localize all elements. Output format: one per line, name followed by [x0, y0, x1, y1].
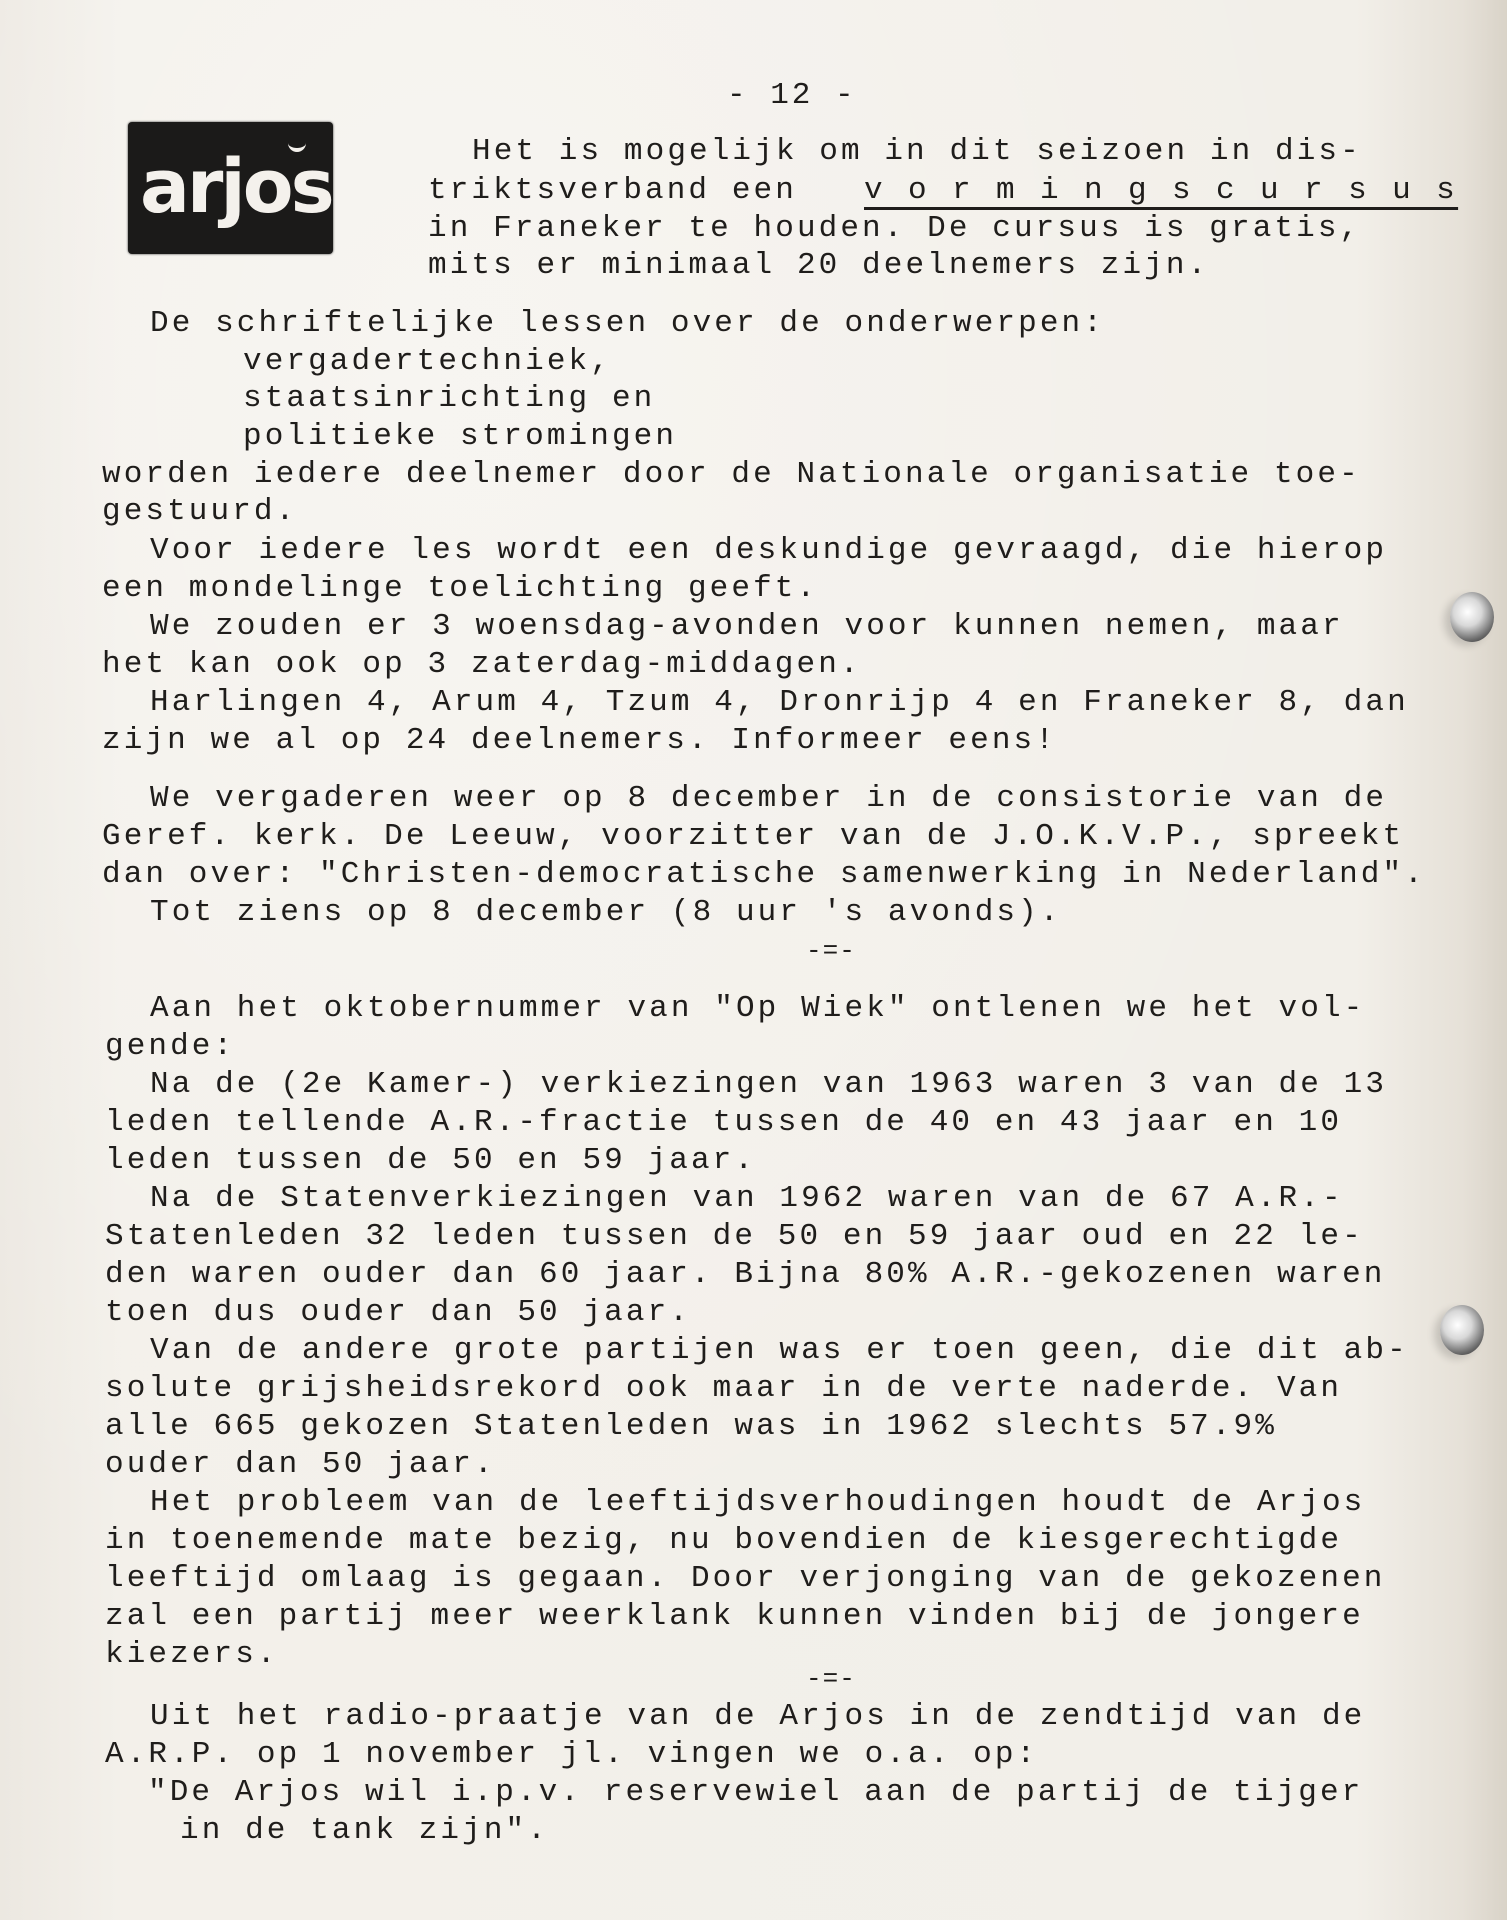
section-separator: -=- [806, 936, 856, 966]
text-line: Tot ziens op 8 december (8 uur 's avonds). [150, 895, 1062, 930]
text-line: den waren ouder dan 60 jaar. Bijna 80% A.R.-gekozenen waren [105, 1257, 1386, 1292]
text-line: Uit het radio-praatje van de Arjos in de zendtijd van de [150, 1699, 1366, 1734]
text-line: We zouden er 3 woensdag-avonden voor kunnen nemen, maar [150, 609, 1344, 644]
text-line: leeftijd omlaag is gegaan. Door verjonging van de gekozenen [105, 1561, 1386, 1596]
text-line: ouder dan 50 jaar. [105, 1447, 496, 1482]
text-line: Harlingen 4, Arum 4, Tzum 4, Dronrijp 4 en Franeker 8, dan [150, 685, 1409, 720]
quote-line: "De Arjos wil i.p.v. reservewiel aan de partij de tijger [148, 1775, 1364, 1810]
list-item: vergadertechniek, [243, 344, 612, 379]
text-line: We vergaderen weer op 8 december in de consistorie van de [150, 781, 1388, 816]
text-line: Statenleden 32 leden tussen de 50 en 59 jaar oud en 22 le- [105, 1219, 1364, 1254]
text-line: Van de andere grote partijen was er toen geen, die dit ab- [150, 1333, 1409, 1368]
text-line: mits er minimaal 20 deelnemers zijn. [428, 248, 1210, 283]
text-line: leden tellende A.R.-fractie tussen de 40 en 43 jaar en 10 [105, 1105, 1343, 1140]
text-line: in toenemende mate bezig, nu bovendien de kiesgerechtigde [105, 1523, 1343, 1558]
text-line: zal een partij meer weerklank kunnen vinden bij de jongere [105, 1599, 1364, 1634]
text-line: Na de (2e Kamer-) verkiezingen van 1963 waren 3 van de 13 [150, 1067, 1388, 1102]
punch-hole [1440, 1305, 1484, 1355]
text-line: zijn we al op 24 deelnemers. Informeer eens! [102, 723, 1057, 758]
section-separator: -=- [806, 1664, 856, 1694]
text-line: solute grijsheidsrekord ook maar in de verte naderde. Van [105, 1371, 1343, 1406]
punch-hole [1450, 592, 1494, 642]
text-line: Het probleem van de leeftijdsverhoudingen houdt de Arjos [150, 1485, 1366, 1520]
text-line: een mondelinge toelichting geeft. [102, 571, 819, 606]
text-line: leden tussen de 50 en 59 jaar. [105, 1143, 757, 1178]
text-line: triktsverband een [428, 173, 797, 208]
list-item: staatsinrichting en [243, 381, 656, 416]
text-line: gestuurd. [102, 494, 298, 529]
text-line: worden iedere deelnemer door de Nationale organisatie toe- [102, 457, 1361, 492]
text-line: Geref. kerk. De Leeuw, voorzitter van de J.O.K.V.P., spreekt [102, 819, 1405, 854]
text-line: alle 665 gekozen Statenleden was in 1962 slechts 57.9% [105, 1409, 1277, 1444]
arjos-logo [128, 122, 333, 254]
text-line: gende: [105, 1029, 236, 1064]
text-line: Het is mogelijk om in dit seizoen in dis- [472, 134, 1362, 169]
text-line: het kan ook op 3 zaterdag-middagen. [102, 647, 862, 682]
emphasized-term: v o r m i n g s c u r s u s [864, 173, 1459, 208]
text-line: in Franeker te houden. De cursus is gratis, [428, 211, 1362, 246]
quote-line: in de tank zijn". [180, 1813, 549, 1848]
text-line: toen dus ouder dan 50 jaar. [105, 1295, 691, 1330]
text-line: Aan het oktobernummer van "Op Wiek" ontlenen we het vol- [150, 991, 1366, 1026]
text-line: A.R.P. op 1 november jl. vingen we o.a. op: [105, 1737, 1039, 1772]
list-item: politieke stromingen [243, 419, 678, 454]
text-line: De schriftelijke lessen over de onderwerpen: [150, 306, 1105, 341]
text-line: dan over: "Christen-democratische samenwerking in Nederland". [102, 857, 1426, 892]
page-number: - 12 - [727, 78, 857, 113]
text-line: Na de Statenverkiezingen van 1962 waren van de 67 A.R.- [150, 1181, 1344, 1216]
text-line: Voor iedere les wordt een deskundige gevraagd, die hierop [150, 533, 1388, 568]
logo-text: arjos [140, 144, 332, 230]
text-line: kiezers. [105, 1637, 279, 1672]
